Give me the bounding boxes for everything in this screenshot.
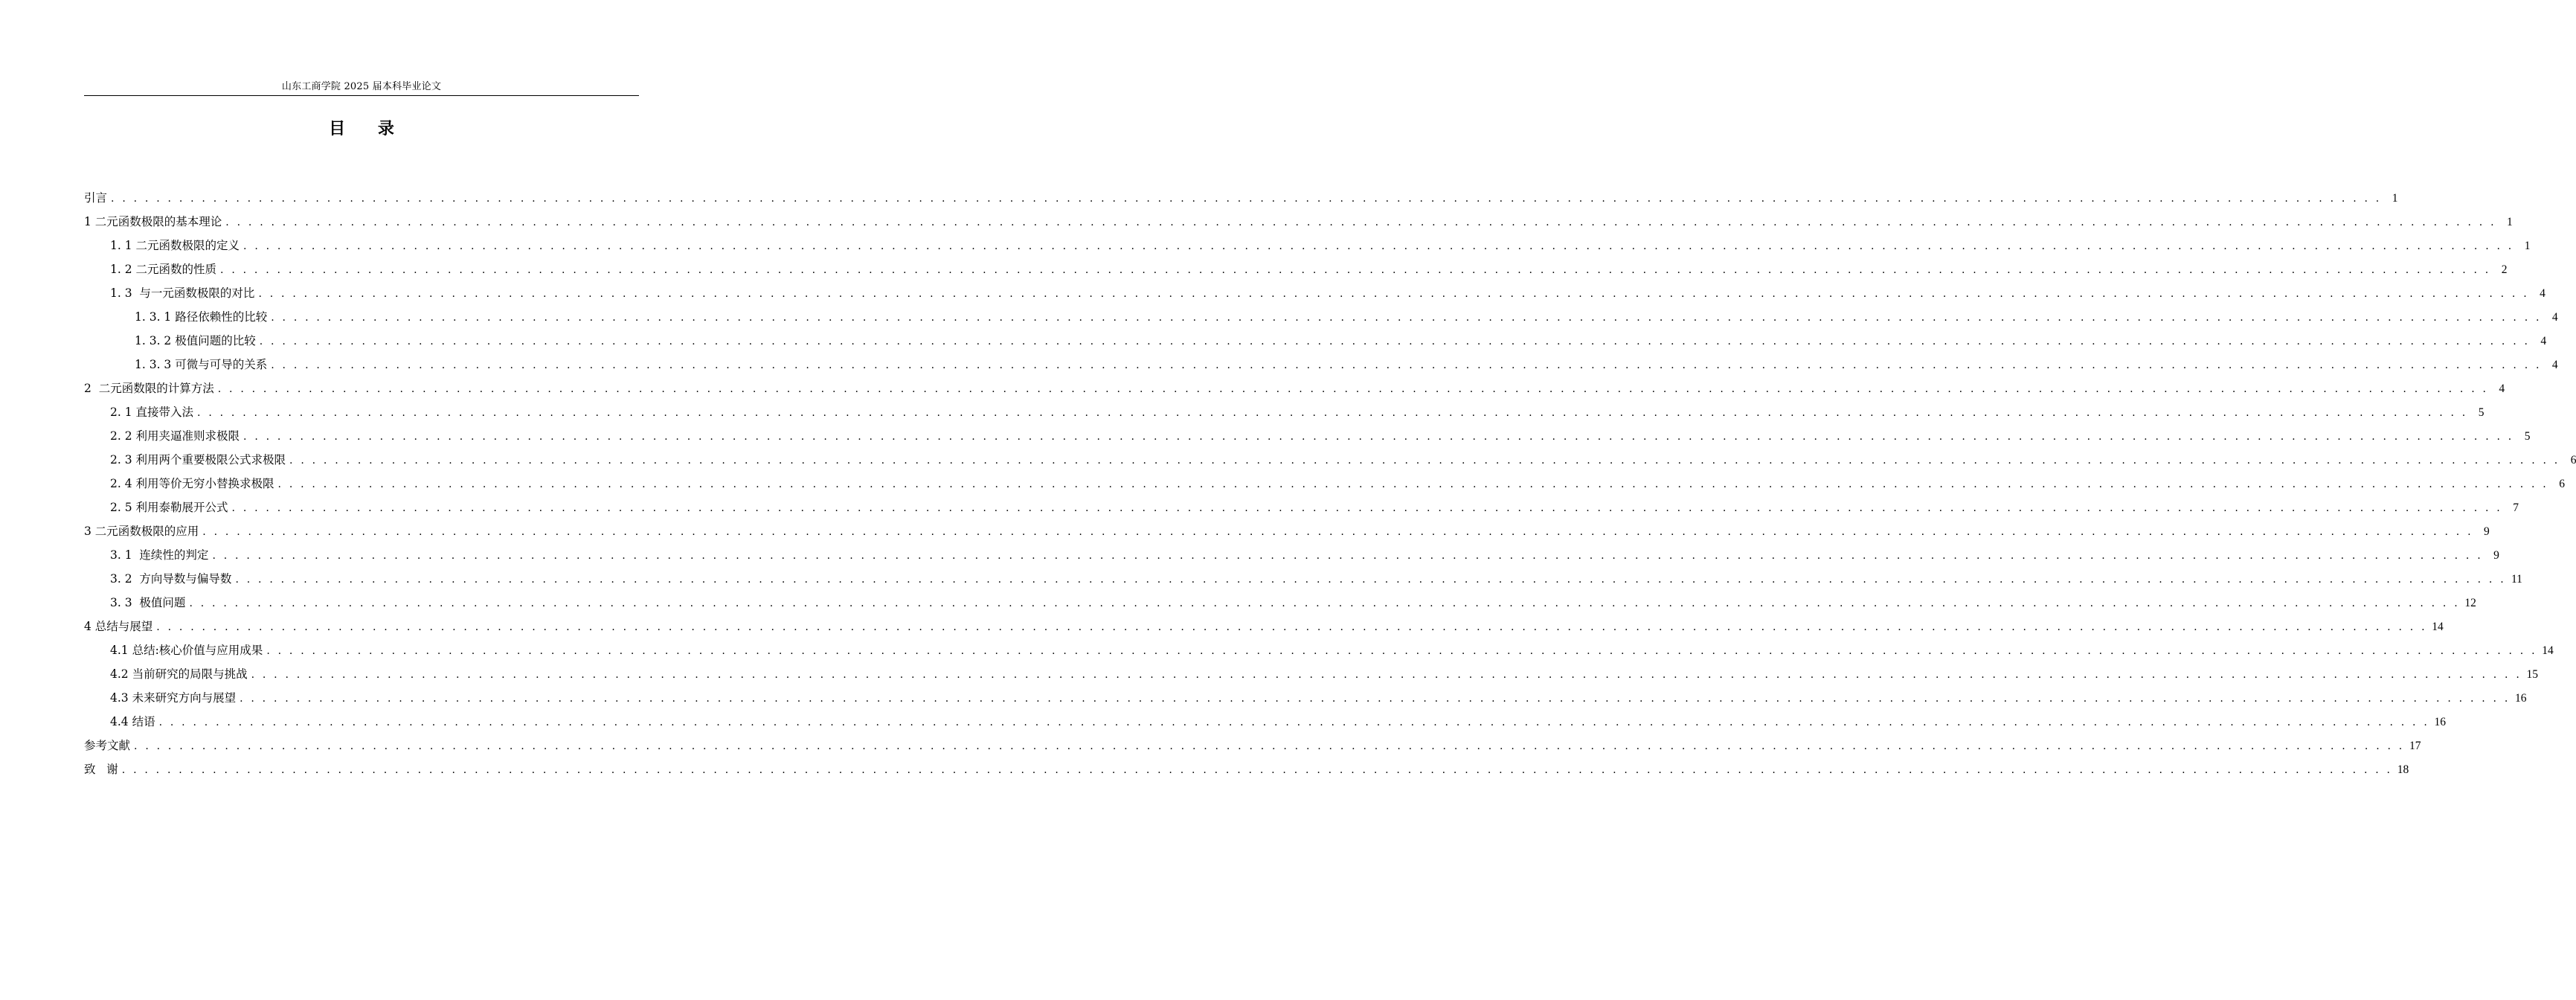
toc-entry-label: 1 二元函数极限的基本理论 (84, 215, 222, 228)
toc-entry-page-number: 12 (2464, 597, 2476, 609)
toc-entry-page-number: 1 (2392, 192, 2398, 205)
toc-entry-page-number: 4 (2540, 335, 2547, 347)
toc-entry-page-number: 2 (2501, 263, 2508, 276)
toc-entry[interactable] (84, 257, 2508, 281)
toc-entry-label: 3 二元函数极限的应用 (84, 525, 199, 538)
toc-entry-label: 2. 2 利用夹逼准则求极限 (110, 429, 240, 443)
toc-dot-leader: . . . . . . . . . . . . . . . . . . . . . . . . . . . . . . . . . . . . . . . . . . . . . . . . . . . . . . . . . . . . . . . . . . . . . . . . . . . . . . . . . . . . . . . . . . . . . . . . . . . . . . . . . . . . . . . . . . . . . . . . . . . . . . . . . . . . . . . . . . . . . . . . . . . . . . . . . . . . . . . . . . . . . . . . . . . . . . . . . . . . . . . . . . . . . . . . . . . . . . . . (235, 574, 2506, 586)
toc-dot-leader: . . . . . . . . . . . . . . . . . . . . . . . . . . . . . . . . . . . . . . . . . . . . . . . . . . . . . . . . . . . . . . . . . . . . . . . . . . . . . . . . . . . . . . . . . . . . . . . . . . . . . . . . . . . . . . . . . . . . . . . . . . . . . . . . . . . . . . . . . . . . . . . . . . . . . . . . . . . . . . . . . . . . . . . . . . . . . . . . . . . . . . . . . . . . . . . . . . . . . . . . (217, 383, 2489, 395)
toc-entry[interactable] (84, 376, 2505, 400)
toc-entry[interactable] (84, 448, 2576, 472)
toc-dot-leader: . . . . . . . . . . . . . . . . . . . . . . . . . . . . . . . . . . . . . . . . . . . . . . . . . . . . . . . . . . . . . . . . . . . . . . . . . . . . . . . . . . . . . . . . . . . . . . . . . . . . . . . . . . . . . . . . . . . . . . . . . . . . . . . . . . . . . . . . . . . . . . . . . . . . . . . . . . . . . . . . . . . . . . . . . . . . . . . . . . . . . . . . . . . . . . . . . . . . . . . . (212, 550, 2483, 562)
toc-entry[interactable] (84, 210, 2513, 234)
toc-entry[interactable] (84, 615, 2444, 638)
toc-entry-page-number: 4 (2551, 311, 2558, 324)
toc-entry-label: 1. 1 二元函数极限的定义 (110, 239, 240, 252)
toc-entry-page-number: 4 (2551, 359, 2558, 371)
toc-dot-leader: . . . . . . . . . . . . . . . . . . . . . . . . . . . . . . . . . . . . . . . . . . . . . . . . . . . . . . . . . . . . . . . . . . . . . . . . . . . . . . . . . . . . . . . . . . . . . . . . . . . . . . . . . . . . . . . . . . . . . . . . . . . . . . . . . . . . . . . . . . . . . . . . . . . . . . . . . . . . . . . . . . . . . . . . . . . . . . . . . . . . . . . . . . . . . . . . . . . . . . . . (289, 455, 2560, 467)
toc-dot-leader: . . . . . . . . . . . . . . . . . . . . . . . . . . . . . . . . . . . . . . . . . . . . . . . . . . . . . . . . . . . . . . . . . . . . . . . . . . . . . . . . . . . . . . . . . . . . . . . . . . . . . . . . . . . . . . . . . . . . . . . . . . . . . . . . . . . . . . . . . . . . . . . . . . . . . . . . . . . . . . . . . . . . . . . . . . . . . . . . . . . . . . . . . . . . . . . . . . . . . . . . (189, 597, 2460, 609)
toc-entry-label: 1. 3. 3 可微与可导的关系 (135, 358, 268, 371)
toc-entry-page-number: 1 (2506, 216, 2513, 228)
toc-dot-leader: . . . . . . . . . . . . . . . . . . . . . . . . . . . . . . . . . . . . . . . . . . . . . . . . . . . . . . . . . . . . . . . . . . . . . . . . . . . . . . . . . . . . . . . . . . . . . . . . . . . . . . . . . . . . . . . . . . . . . . . . . . . . . . . . . . . . . . . . . . . . . . . . . . . . . . . . . . . . . . . . . . . . . . . . . . . . . . . . . . . . . . . . . . . . . . . . . . . . . . . . (271, 312, 2542, 324)
running-header: 山东工商学院 2025 届本科毕业论文 (281, 81, 442, 92)
toc-entry[interactable] (84, 329, 2547, 353)
toc-entry-page-number: 18 (2397, 763, 2409, 776)
toc-dot-leader: . . . . . . . . . . . . . . . . . . . . . . . . . . . . . . . . . . . . . . . . . . . . . . . . . . . . . . . . . . . . . . . . . . . . . . . . . . . . . . . . . . . . . . . . . . . . . . . . . . . . . . . . . . . . . . . . . . . . . . . . . . . . . . . . . . . . . . . . . . . . . . . . . . . . . . . . . . . . . . . . . . . . . . . . . . . . . . . . . . . . . . . . . . . . . . . . . . . . . . . . (121, 764, 2393, 776)
toc-dot-leader: . . . . . . . . . . . . . . . . . . . . . . . . . . . . . . . . . . . . . . . . . . . . . . . . . . . . . . . . . . . . . . . . . . . . . . . . . . . . . . . . . . . . . . . . . . . . . . . . . . . . . . . . . . . . . . . . . . . . . . . . . . . . . . . . . . . . . . . . . . . . . . . . . . . . . . . . . . . . . . . . . . . . . . . . . . . . . . . . . . . . . . . . . . . . . . . . . . . . . . . . (158, 717, 2430, 728)
toc-entry-page-number: 1 (2524, 240, 2531, 252)
toc-entry-label: 3. 1 连续性的判定 (110, 548, 209, 562)
toc-entry-label: 1. 3 与一元函数极限的对比 (110, 286, 255, 300)
toc-dot-leader: . . . . . . . . . . . . . . . . . . . . . . . . . . . . . . . . . . . . . . . . . . . . . . . . . . . . . . . . . . . . . . . . . . . . . . . . . . . . . . . . . . . . . . . . . . . . . . . . . . . . . . . . . . . . . . . . . . . . . . . . . . . . . . . . . . . . . . . . . . . . . . . . . . . . . . . . . . . . . . . . . . . . . . . . . . . . . . . . . . . . . . . . . . . . . . . . . . . . . . . . (277, 478, 2548, 490)
toc-entry-page-number: 6 (2559, 478, 2565, 490)
toc-entry[interactable] (84, 353, 2558, 376)
toc-entry-label: 致 谢 (84, 763, 118, 776)
toc-entry-label: 2. 3 利用两个重要极限公式求极限 (110, 453, 286, 467)
toc-dot-leader: . . . . . . . . . . . . . . . . . . . . . . . . . . . . . . . . . . . . . . . . . . . . . . . . . . . . . . . . . . . . . . . . . . . . . . . . . . . . . . . . . . . . . . . . . . . . . . . . . . . . . . . . . . . . . . . . . . . . . . . . . . . . . . . . . . . . . . . . . . . . . . . . . . . . . . . . . . . . . . . . . . . . . . . . . . . . . . . . . . . . . . . . . . . . . . . . . . . . . . . . (258, 288, 2529, 300)
toc-entry[interactable] (84, 567, 2522, 591)
toc-entry-page-number: 16 (2515, 692, 2527, 705)
toc-entry-label: 4.2 当前研究的局限与挑战 (110, 667, 248, 681)
toc-dot-leader: . . . . . . . . . . . . . . . . . . . . . . . . . . . . . . . . . . . . . . . . . . . . . . . . . . . . . . . . . . . . . . . . . . . . . . . . . . . . . . . . . . . . . . . . . . . . . . . . . . . . . . . . . . . . . . . . . . . . . . . . . . . . . . . . . . . . . . . . . . . . . . . . . . . . . . . . . . . . . . . . . . . . . . . . . . . . . . . . . . . . . . . . . . . . . . . . . . . . . . . . (134, 740, 2405, 752)
toc-entry-page-number: 16 (2434, 716, 2447, 728)
toc-entry-page-number: 9 (2483, 525, 2490, 538)
toc-entry-label: 4.4 结语 (110, 715, 155, 728)
toc-entry-label: 4.3 未来研究方向与展望 (110, 691, 237, 705)
toc-entry-label: 2. 1 直接带入法 (110, 406, 194, 419)
toc-entry-page-number: 5 (2478, 406, 2485, 419)
toc-entry-label: 3. 2 方向导数与偏导数 (110, 572, 232, 586)
toc-dot-leader: . . . . . . . . . . . . . . . . . . . . . . . . . . . . . . . . . . . . . . . . . . . . . . . . . . . . . . . . . . . . . . . . . . . . . . . . . . . . . . . . . . . . . . . . . . . . . . . . . . . . . . . . . . . . . . . . . . . . . . . . . . . . . . . . . . . . . . . . . . . . . . . . . . . . . . . . . . . . . . . . . . . . . . . . . . . . . . . . . . . . . . . . . . . . . . . . . . . . . . . . (266, 645, 2537, 657)
toc-entry[interactable] (84, 305, 2558, 329)
header-rule (84, 95, 639, 96)
toc-dot-leader: . . . . . . . . . . . . . . . . . . . . . . . . . . . . . . . . . . . . . . . . . . . . . . . . . . . . . . . . . . . . . . . . . . . . . . . . . . . . . . . . . . . . . . . . . . . . . . . . . . . . . . . . . . . . . . . . . . . . . . . . . . . . . . . . . . . . . . . . . . . . . . . . . . . . . . . . . . . . . . . . . . . . . . . . . . . . . . . . . . . . . . . . . . . . . . . . . . . . . . . . (220, 264, 2491, 276)
toc-entry[interactable] (84, 234, 2531, 257)
toc-dot-leader: . . . . . . . . . . . . . . . . . . . . . . . . . . . . . . . . . . . . . . . . . . . . . . . . . . . . . . . . . . . . . . . . . . . . . . . . . . . . . . . . . . . . . . . . . . . . . . . . . . . . . . . . . . . . . . . . . . . . . . . . . . . . . . . . . . . . . . . . . . . . . . . . . . . . . . . . . . . . . . . . . . . . . . . . . . . . . . . . . . . . . . . . . . . . . . . . . . . . . . . . (225, 217, 2496, 228)
toc-entry-page-number: 14 (2542, 644, 2554, 657)
toc-entry[interactable] (84, 472, 2565, 496)
toc-entry[interactable] (84, 400, 2485, 424)
toc-entry[interactable] (84, 519, 2490, 543)
toc-entry[interactable] (84, 186, 2398, 210)
toc-entry-label: 参考文献 (84, 739, 131, 752)
toc-title: 目 录 (329, 120, 408, 138)
toc-dot-leader: . . . . . . . . . . . . . . . . . . . . . . . . . . . . . . . . . . . . . . . . . . . . . . . . . . . . . . . . . . . . . . . . . . . . . . . . . . . . . . . . . . . . . . . . . . . . . . . . . . . . . . . . . . . . . . . . . . . . . . . . . . . . . . . . . . . . . . . . . . . . . . . . . . . . . . . . . . . . . . . . . . . . . . . . . . . . . . . . . . . . . . . . . . . . . . . . . . . . . . . . (243, 240, 2514, 252)
toc-entry-label: 1. 3. 2 极值问题的比较 (135, 334, 256, 347)
toc-entry-page-number: 4 (2540, 287, 2546, 300)
table-of-contents (84, 186, 2576, 781)
toc-entry[interactable] (84, 543, 2499, 567)
toc-entry-page-number: 14 (2432, 621, 2444, 633)
toc-entry-page-number: 15 (2526, 668, 2539, 681)
toc-dot-leader: . . . . . . . . . . . . . . . . . . . . . . . . . . . . . . . . . . . . . . . . . . . . . . . . . . . . . . . . . . . . . . . . . . . . . . . . . . . . . . . . . . . . . . . . . . . . . . . . . . . . . . . . . . . . . . . . . . . . . . . . . . . . . . . . . . . . . . . . . . . . . . . . . . . . . . . . . . . . . . . . . . . . . . . . . . . . . . . . . . . . . . . . . . . . . . . . . . . . . . . . (243, 431, 2514, 443)
toc-dot-leader: . . . . . . . . . . . . . . . . . . . . . . . . . . . . . . . . . . . . . . . . . . . . . . . . . . . . . . . . . . . . . . . . . . . . . . . . . . . . . . . . . . . . . . . . . . . . . . . . . . . . . . . . . . . . . . . . . . . . . . . . . . . . . . . . . . . . . . . . . . . . . . . . . . . . . . . . . . . . . . . . . . . . . . . . . . . . . . . . . . . . . . . . . . . . . . . . . . . . . . . . (251, 669, 2522, 681)
toc-entry[interactable] (84, 662, 2539, 686)
toc-entry-page-number: 4 (2499, 382, 2505, 395)
toc-entry[interactable] (84, 734, 2421, 757)
toc-entry-page-number: 9 (2493, 549, 2499, 562)
toc-entry[interactable] (84, 757, 2409, 781)
toc-entry-label: 1. 2 二元函数的性质 (110, 263, 217, 276)
toc-entry-label: 4 总结与展望 (84, 620, 153, 633)
toc-entry-label: 4.1 总结:核心价值与应用成果 (110, 644, 263, 657)
toc-entry[interactable] (84, 638, 2554, 662)
toc-dot-leader: . . . . . . . . . . . . . . . . . . . . . . . . . . . . . . . . . . . . . . . . . . . . . . . . . . . . . . . . . . . . . . . . . . . . . . . . . . . . . . . . . . . . . . . . . . . . . . . . . . . . . . . . . . . . . . . . . . . . . . . . . . . . . . . . . . . . . . . . . . . . . . . . . . . . . . . . . . . . . . . . . . . . . . . . . . . . . . . . . . . . . . . . . . . . . . . . . . . . . . . . (231, 502, 2502, 514)
toc-entry-label: 引言 (84, 191, 108, 205)
toc-entry-page-number: 5 (2524, 430, 2531, 443)
toc-entry[interactable] (84, 591, 2476, 615)
toc-entry-page-number: 17 (2409, 740, 2421, 752)
toc-dot-leader: . . . . . . . . . . . . . . . . . . . . . . . . . . . . . . . . . . . . . . . . . . . . . . . . . . . . . . . . . . . . . . . . . . . . . . . . . . . . . . . . . . . . . . . . . . . . . . . . . . . . . . . . . . . . . . . . . . . . . . . . . . . . . . . . . . . . . . . . . . . . . . . . . . . . . . . . . . . . . . . . . . . . . . . . . . . . . . . . . . . . . . . . . . . . . . . . . . . . . . . . (156, 621, 2427, 633)
toc-entry-page-number: 7 (2513, 501, 2519, 514)
toc-entry-page-number: 6 (2570, 454, 2576, 467)
toc-entry-label: 2. 4 利用等价无穷小替换求极限 (110, 477, 274, 490)
toc-entry-label: 2. 5 利用泰勒展开公式 (110, 501, 228, 514)
toc-entry[interactable] (84, 496, 2519, 519)
toc-dot-leader: . . . . . . . . . . . . . . . . . . . . . . . . . . . . . . . . . . . . . . . . . . . . . . . . . . . . . . . . . . . . . . . . . . . . . . . . . . . . . . . . . . . . . . . . . . . . . . . . . . . . . . . . . . . . . . . . . . . . . . . . . . . . . . . . . . . . . . . . . . . . . . . . . . . . . . . . . . . . . . . . . . . . . . . . . . . . . . . . . . . . . . . . . . . . . . . . . . . . . . . . (259, 336, 2531, 347)
toc-entry-label: 1. 3. 1 路径依赖性的比较 (135, 310, 268, 324)
toc-dot-leader: . . . . . . . . . . . . . . . . . . . . . . . . . . . . . . . . . . . . . . . . . . . . . . . . . . . . . . . . . . . . . . . . . . . . . . . . . . . . . . . . . . . . . . . . . . . . . . . . . . . . . . . . . . . . . . . . . . . . . . . . . . . . . . . . . . . . . . . . . . . . . . . . . . . . . . . . . . . . . . . . . . . . . . . . . . . . . . . . . . . . . . . . . . . . . . . . . . . . . . . . (240, 693, 2511, 705)
toc-dot-leader: . . . . . . . . . . . . . . . . . . . . . . . . . . . . . . . . . . . . . . . . . . . . . . . . . . . . . . . . . . . . . . . . . . . . . . . . . . . . . . . . . . . . . . . . . . . . . . . . . . . . . . . . . . . . . . . . . . . . . . . . . . . . . . . . . . . . . . . . . . . . . . . . . . . . . . . . . . . . . . . . . . . . . . . . . . . . . . . . . . . . . . . . . . . . . . . . . . . . . . . . (197, 407, 2468, 419)
toc-entry[interactable] (84, 710, 2447, 734)
toc-dot-leader: . . . . . . . . . . . . . . . . . . . . . . . . . . . . . . . . . . . . . . . . . . . . . . . . . . . . . . . . . . . . . . . . . . . . . . . . . . . . . . . . . . . . . . . . . . . . . . . . . . . . . . . . . . . . . . . . . . . . . . . . . . . . . . . . . . . . . . . . . . . . . . . . . . . . . . . . . . . . . . . . . . . . . . . . . . . . . . . . . . . . . . . . . . . . . . . . . . . . . . . . (111, 193, 2382, 205)
toc-entry[interactable] (84, 281, 2546, 305)
toc-dot-leader: . . . . . . . . . . . . . . . . . . . . . . . . . . . . . . . . . . . . . . . . . . . . . . . . . . . . . . . . . . . . . . . . . . . . . . . . . . . . . . . . . . . . . . . . . . . . . . . . . . . . . . . . . . . . . . . . . . . . . . . . . . . . . . . . . . . . . . . . . . . . . . . . . . . . . . . . . . . . . . . . . . . . . . . . . . . . . . . . . . . . . . . . . . . . . . . . . . . . . . . . (202, 526, 2473, 538)
toc-entry-page-number: 11 (2511, 573, 2522, 586)
toc-dot-leader: . . . . . . . . . . . . . . . . . . . . . . . . . . . . . . . . . . . . . . . . . . . . . . . . . . . . . . . . . . . . . . . . . . . . . . . . . . . . . . . . . . . . . . . . . . . . . . . . . . . . . . . . . . . . . . . . . . . . . . . . . . . . . . . . . . . . . . . . . . . . . . . . . . . . . . . . . . . . . . . . . . . . . . . . . . . . . . . . . . . . . . . . . . . . . . . . . . . . . . . . (271, 359, 2542, 371)
toc-entry[interactable] (84, 686, 2527, 710)
toc-entry-label: 2 二元函数限的计算方法 (84, 382, 214, 395)
toc-entry[interactable] (84, 424, 2531, 448)
toc-entry-label: 3. 3 极值问题 (110, 596, 186, 609)
